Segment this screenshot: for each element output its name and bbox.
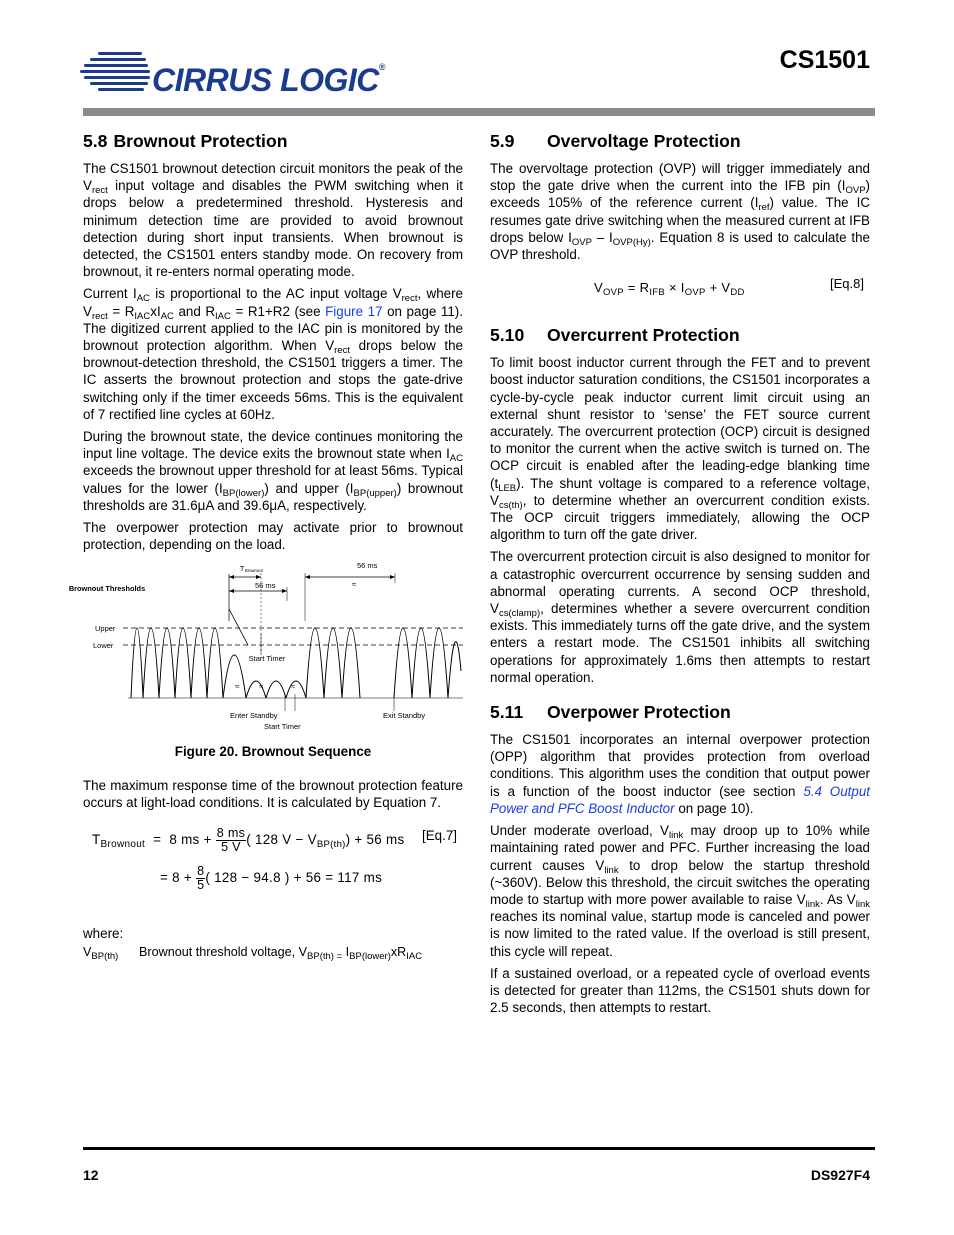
- ovp-paragraph: The overvoltage protection (OVP) will trigger immediately and stop the gate drive when the current into the IFB pin $(I_{OVP})$ exceeds 105% of the reference current $(I_{ref})$ value. The IC resumes gate drive switching when the measured current at IFB drops below $I_{OVP} - I_{OVP(Hy)}$. Equation 8 is used to calculate the OVP threshold.: [490, 161, 870, 263]
- vbp-definition: $V_{BP(th)}$ Brownout threshold voltage, $V_{BP(th) =}$ $I_{BP(lower)}xR_{IAC}$: [83, 945, 423, 963]
- section-title: Brownout Protection: [113, 131, 288, 151]
- reduced-half-cycle: [266, 681, 286, 698]
- rectified-half-cycle: [131, 628, 143, 698]
- brownout-paragraph-3: During the brownout state, the device continues monitoring the input line voltage. The device exits the brownout state when $I_{AC}$ exceeds the brownout upper threshold for at least 56ms. Typical values for the lower $(I_{BP(lower)})$ and upper $(I_{BP(upper)})$ brownout thresholds are 31.6μA and 39.6μA, respectively.: [83, 429, 464, 513]
- right-column: [490, 128, 870, 1021]
- brownout-paragraph-4: The overpower protection may activate prior to brownout protection, depending on the load.: [83, 520, 463, 553]
- recovered-half-cycle: [448, 642, 461, 698]
- thresholds-title: Brownout Thresholds: [68, 584, 146, 594]
- opp-paragraph-3: If a sustained overload, or a repeated cycle of overload events is detected for greater than 112ms, the CS1501 shuts down for 2.5 seconds, then attempts to restart.: [490, 965, 870, 1016]
- break-mark: ≈: [259, 682, 264, 692]
- exit-standby-label: Exit Standby: [383, 711, 426, 721]
- break-mark: ≈: [291, 682, 296, 692]
- eq8-label: [Eq.8]: [830, 276, 864, 292]
- logo-text: CIRRUS LOGIC: [152, 62, 379, 98]
- reduced-half-cycle: [286, 681, 306, 698]
- 56ms-inner-label: 56 ms: [255, 581, 276, 591]
- opp-paragraph-1: The CS1501 incorporates an internal overpower protection (OPP) algorithm that provides protection from overload conditions. This algorithm uses the condition that output power is a function of the boost inductor (see section 5.4 Output Power and PFC Boost Inductor on page 10).: [490, 732, 870, 816]
- section-5-4-link[interactable]: 5.4 Output Power and PFC Boost Inductor: [490, 783, 870, 816]
- left-column: [68, 128, 464, 963]
- reduced-half-cycle: [223, 655, 246, 698]
- rectified-half-cycle: [175, 628, 191, 698]
- enter-standby-label: Enter Standby: [230, 711, 278, 721]
- section-number: 5.8: [83, 131, 108, 151]
- page-number: 12: [83, 1167, 99, 1183]
- recovered-half-cycle: [306, 628, 324, 698]
- recovered-half-cycle: [412, 628, 430, 698]
- brownout-waveform-diagram: [68, 561, 463, 739]
- eq7-fraction: $\frac{8 ms}{5 V}$: [216, 826, 246, 855]
- brownout-sequence-figure: [68, 561, 463, 739]
- start-timer-mid-label: Start Timer: [248, 654, 286, 664]
- section-5-10-heading: 5.10 Overcurrent Protection: [490, 325, 740, 346]
- where-label: where:: [83, 926, 124, 942]
- page-title: CS1501: [779, 46, 870, 74]
- equation-8: $V_{OVP} = R_{IFB} \times I_{OVP} + V_{DD}$ [Eq.8]: [594, 276, 864, 299]
- section-5-8-heading: [83, 131, 463, 151]
- section-5-11-heading: 5.11 Overpower Protection: [490, 702, 731, 723]
- brownout-paragraph-2: Current $I_{AC}$ is proportional to the AC input voltage $V_{rect}$, where $V_{rect} = R_{IAC}xI_{AC}$ and $R_{IAC} = R1+R2$ (see Figure 17 on page 11). The digitized current applied to the IAC pin is monitored by the brownout protection algorithm. When $V_{rect}$ drops below the brownout-detection threshold, the CS1501 triggers a timer. The IC asserts the brownout protection and stops the gate-drive switching only if the timer exceeds 56ms. This is the equivalent of 7 rectified line cycles at 60Hz.: [83, 286, 463, 422]
- recovered-half-cycle: [394, 628, 412, 698]
- logo-registered-mark: ®: [378, 62, 386, 72]
- ocp-paragraph-1: To limit boost inductor current through the FET and to prevent boost inductor saturation conditions, the CS1501 incorporates a cycle-by-cycle peak inductor current limit circuit using an external shunt resistor to ‘sense’ the FET source current accurately. The overcurrent protection (OCP) circuit is designed to monitor the current when the active switch is turned on. The OCP circuit is enabled after the leading-edge blanking time $(t_{LEB})$. The shunt voltage is compared to a reference voltage, $V_{cs(th)}$, to determine whether an overcurrent condition exists. The OCP circuit triggers immediately, allowing the OCP algorithm to turn off the gate driver.: [490, 355, 870, 543]
- response-time-paragraph: The maximum response time of the brownout protection feature occurs at light-load conditions. It is calculated by Equation 7.: [83, 777, 463, 810]
- upper-label: Upper: [95, 624, 116, 634]
- t-brownout-sub: Brownout: [245, 568, 263, 574]
- rectified-half-cycle: [207, 628, 223, 698]
- logo-wordmark: [152, 62, 385, 99]
- 56ms-top-label: 56 ms: [357, 561, 378, 571]
- eq7-label: [Eq.7]: [422, 828, 457, 844]
- brownout-paragraph-1: The CS1501 brownout detection circuit monitors the peak of the $V_{rect}$ input voltage and disables the PWM switching when it drops below a predetermined threshold. Hysteresis and minimum detection time are provided to avoid brownout detection during short input transients. When brownout is detected, the CS1501 enters standby mode. On recovery from brownout, it re-enters normal operating mode.: [83, 161, 463, 280]
- opp-paragraph-2: Under moderate overload, $V_{link}$ may droop up to 10% while maintaining rated power and PFC. Further increasing the load current causes $V_{link}$ to drop below the startup threshold (~360V). Below this threshold, the circuit switches the operating mode to startup with more power available to raise $V_{link}$. As $V_{link}$ reaches its nominal value, startup mode is canceled and power is now limited to the rated value. If the overload is still present, this cycle will repeat.: [490, 823, 870, 959]
- recovered-half-cycle: [324, 628, 342, 698]
- break-mark: ≈: [235, 682, 240, 692]
- recovered-half-cycle: [342, 628, 360, 698]
- section-5-9-heading: 5.9 Overvoltage Protection: [490, 131, 741, 151]
- document-id: DS927F4: [810, 1167, 870, 1183]
- header-divider: [83, 108, 875, 116]
- rectified-half-cycle: [191, 628, 207, 698]
- figure-caption: Figure 20. Brownout Sequence: [174, 744, 372, 760]
- eq7-fraction-2: $\frac{8}{5}$: [197, 864, 205, 893]
- equation-7: $T_{Brownout} = 8$ ms + $\frac{8 ms}{5 V}$ ( 128 $V - V_{BP(th)}) + 56$ ms [Eq.7] = 8 + $\frac{8}{5}$ ( 128 − 94.8 ) + 56 = 117 ms: [92, 826, 457, 893]
- rectified-half-cycle: [159, 628, 175, 698]
- lower-label: Lower: [93, 641, 114, 651]
- figure-17-link[interactable]: Figure 17: [325, 303, 383, 319]
- cirrus-logo-icon: [80, 48, 160, 96]
- t-brownout-label: T: [240, 566, 245, 574]
- break-mark: ≈: [352, 580, 357, 590]
- footer-divider: [83, 1147, 875, 1150]
- rectified-half-cycle: [143, 628, 159, 698]
- ocp-paragraph-2: The overcurrent protection circuit is also designed to monitor for a catastrophic overcurrent occurrence by sensing sudden and abnormal operating currents. A second OCP threshold, $V_{cs(clamp)}$, determines whether a severe overcurrent condition exists. This immediately turns off the gate drive, and the system enters a restart mode. The CS1501 inhibits all switching operations for approximately 1.6ms then attempts to restart normal operation.: [490, 549, 870, 685]
- start-timer-bottom-label: Start Timer: [264, 722, 301, 732]
- recovered-half-cycle: [430, 628, 448, 698]
